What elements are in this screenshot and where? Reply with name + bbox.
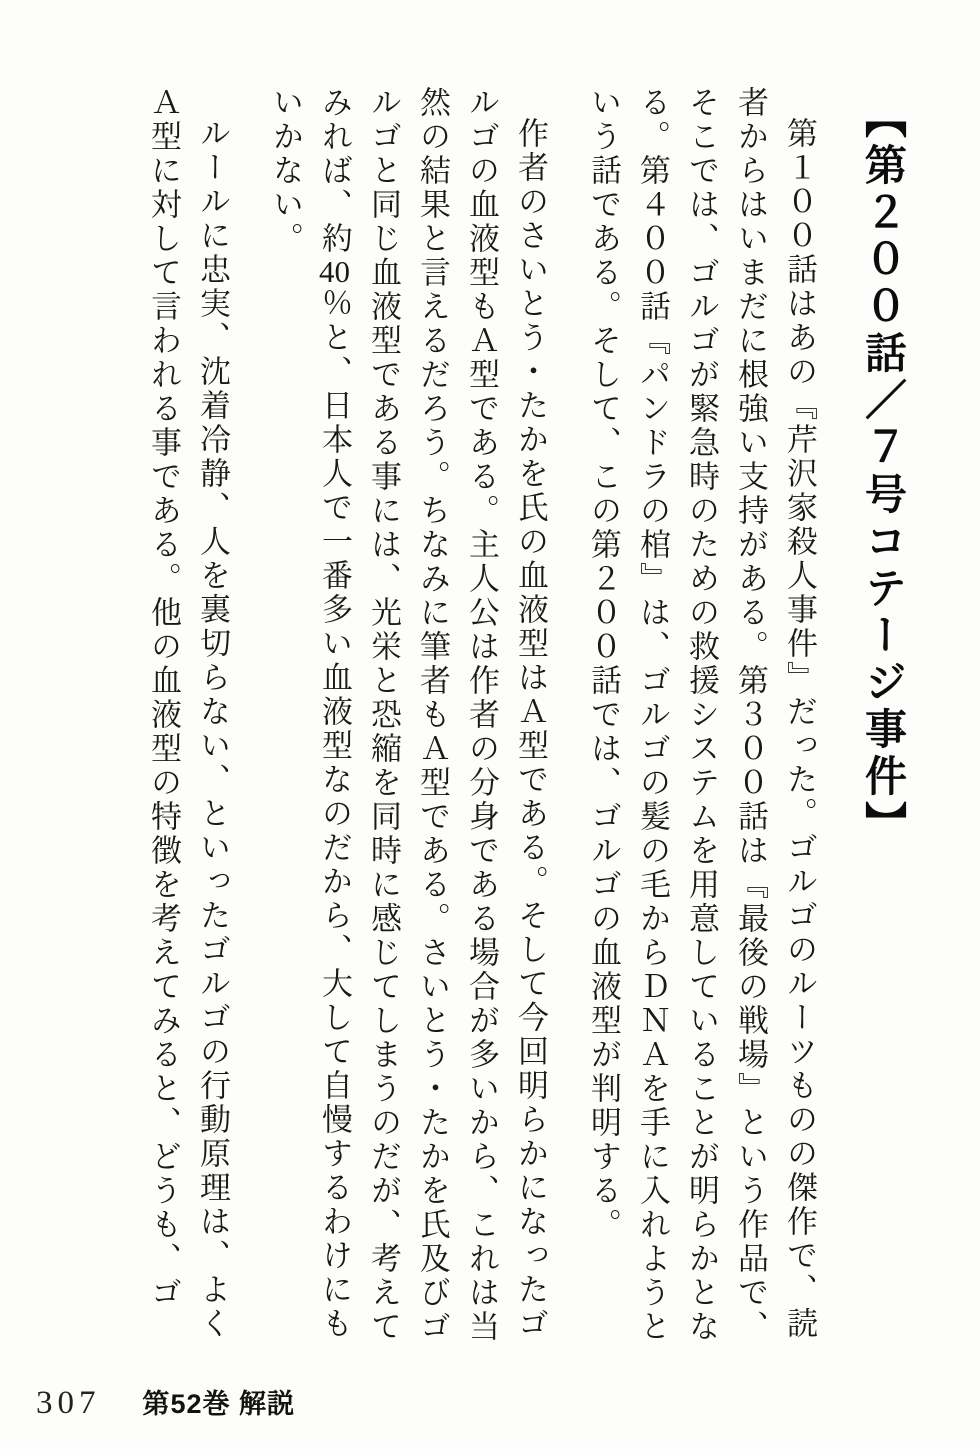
- paragraph-3: ルールに忠実、沈着冷静、人を裏切らない、といったゴルゴの行動原理は、よくＡ型に対して言われる事である。他の血液型の特徴を考えてみると、どうも、ゴ: [146, 86, 230, 1341]
- paragraph-2: [261, 86, 555, 1348]
- paragraph-2-lead: 作者のさいとう・たかを氏の血液型はＡ型である。そして今回明らかになったゴルゴの血液型もＡ型である。主人公は作者の分身である場合が多いから、これは当然の結果と言えるだろう。ちなみに筆者もＡ型である。さいとう・たかを氏及びゴルゴと同じ血液型である事には、光栄と恐縮を同時に感じてしまうのだが、考えてみれば、約: [317, 86, 548, 1344]
- tcy-number: 40: [319, 256, 350, 287]
- article-text: [139, 86, 916, 1348]
- page-footer: [36, 1382, 295, 1422]
- section-headline: 【第２００話／７号コテージ事件】: [860, 96, 907, 848]
- volume-caption: 第52巻 解説: [142, 1389, 296, 1419]
- paragraph-2-tail: ％と、日本人で一番多い血液型なのだから、大して自慢するわけにもいかない。: [268, 86, 352, 1341]
- page-number: 307: [36, 1385, 101, 1421]
- paragraph-1: 第１００話はあの『芹沢家殺人事件』だった。ゴルゴのルーツものの傑作で、読者からはいまだに根強い支持がある。第３００話は『最後の戦場』という作品で、そこでは、ゴルゴが緊急時のための救援システムを用意していることが明らかとなる。第４００話『パンドラの棺』は、ゴルゴの髪の毛からＤＮＡを手に入れようという話である。そして、この第２００話では、ゴルゴの血液型が判明する。: [586, 86, 817, 1344]
